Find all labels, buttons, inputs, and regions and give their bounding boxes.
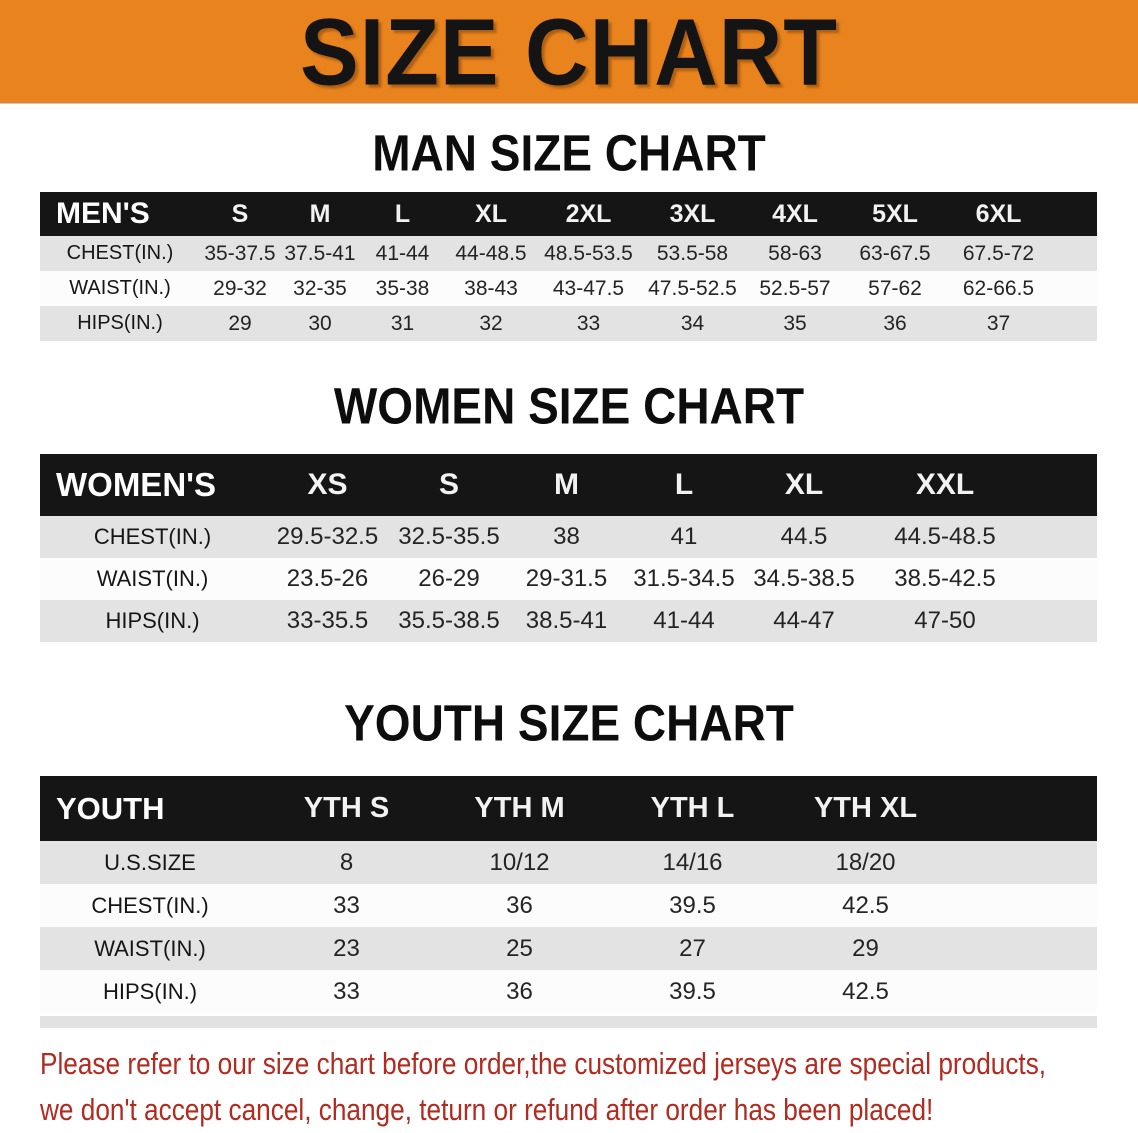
value-cell: 29.5-32.5	[276, 523, 379, 550]
value-cell: 37	[986, 311, 1011, 335]
women-group-label: WOMEN'S	[56, 466, 217, 503]
value-cell: 39.5	[669, 977, 716, 1005]
value-cell: 35	[783, 311, 807, 335]
men-size-col-s: S	[231, 199, 249, 228]
row-label-waist: WAIST(IN.)	[94, 935, 206, 961]
value-cell: 41-44	[375, 241, 430, 265]
row-label-chest: CHEST(IN.)	[93, 524, 212, 549]
men-group-label: MEN'S	[56, 197, 150, 230]
spacer-cell	[1052, 271, 1097, 306]
value-cell: 44-47	[773, 607, 835, 634]
spacer-cell	[1052, 192, 1097, 236]
value-cell: 23	[333, 934, 360, 962]
value-cell: 32.5-35.5	[398, 523, 500, 550]
women-size-table	[40, 454, 1097, 642]
value-cell: 38	[553, 523, 580, 550]
spacer-cell	[1025, 558, 1097, 600]
row-label-hips: HIPS(IN.)	[105, 608, 200, 633]
value-cell: 47.5-52.5	[648, 276, 737, 300]
women-size-col-xs: XS	[307, 468, 348, 501]
spacer-cell	[952, 927, 1097, 970]
spacer-cell	[952, 970, 1097, 1013]
value-cell: 29	[852, 934, 879, 962]
value-cell: 48.5-53.5	[544, 241, 633, 265]
value-cell: 47-50	[914, 607, 976, 634]
row-label-chest: CHEST(IN.)	[66, 242, 174, 264]
value-cell: 33	[333, 891, 360, 919]
spacer-cell	[1052, 236, 1097, 271]
women-chest-row	[40, 516, 1097, 558]
youth-chest-row	[40, 884, 1097, 927]
men-section-title: MAN SIZE CHART	[372, 124, 766, 182]
men-waist-row	[40, 271, 1097, 306]
youth-hips-row	[40, 970, 1097, 1013]
value-cell: 44.5	[780, 523, 828, 550]
men-size-col-xl: XL	[475, 199, 507, 228]
value-cell: 8	[339, 848, 354, 876]
spacer-cell	[952, 776, 1097, 841]
value-cell: 53.5-58	[656, 241, 729, 265]
spacer-cell	[1025, 600, 1097, 642]
value-cell: 58-63	[768, 241, 822, 265]
value-cell: 36	[883, 311, 907, 335]
value-cell: 35.5-38.5	[398, 607, 500, 634]
value-cell: 26-29	[418, 565, 480, 592]
value-cell: 33	[333, 977, 360, 1005]
value-cell: 33	[576, 311, 601, 335]
value-cell: 18/20	[835, 848, 896, 876]
value-cell: 14/16	[662, 848, 723, 876]
women-size-col-xxl: XXL	[915, 468, 975, 501]
value-cell: 33-35.5	[286, 607, 369, 634]
row-label-hips: HIPS(IN.)	[102, 978, 198, 1004]
spacer-cell	[952, 841, 1097, 884]
youth-section-title: YOUTH SIZE CHART	[344, 694, 794, 752]
value-cell: 23.5-26	[286, 565, 369, 592]
order-policy-line-1: Please refer to our size chart before order,the customized jerseys are special products,	[40, 1046, 1047, 1081]
value-cell: 25	[506, 934, 533, 962]
banner-title: SIZE CHART	[300, 0, 838, 105]
value-cell: 41	[670, 523, 698, 550]
value-cell: 34	[680, 311, 705, 335]
spacer-cell	[1025, 516, 1097, 558]
value-cell: 52.5-57	[759, 276, 831, 300]
youth-size-col-l: YTH L	[650, 792, 735, 824]
value-cell: 67.5-72	[962, 241, 1035, 265]
value-cell: 29-31.5	[525, 565, 608, 592]
men-size-col-2xl: 2XL	[565, 199, 612, 228]
women-section-title: WOMEN SIZE CHART	[333, 377, 805, 435]
value-cell: 35-37.5	[204, 241, 276, 265]
value-cell: 38.5-41	[525, 607, 608, 634]
youth-size-col-s: YTH S	[303, 792, 390, 824]
value-cell: 10/12	[489, 848, 550, 876]
men-table-header-row	[40, 192, 1097, 236]
value-cell: 32-35	[293, 276, 347, 300]
order-policy-line-2: we don't accept cancel, change, teturn or refund after order has been placed!	[40, 1092, 934, 1127]
value-cell: 43-47.5	[552, 276, 625, 300]
value-cell: 32	[479, 311, 503, 335]
value-cell: 38.5-42.5	[894, 565, 996, 592]
value-cell: 36	[506, 891, 533, 919]
youth-table-bottom-strip	[40, 1016, 1097, 1028]
value-cell: 37.5-41	[284, 241, 356, 265]
value-cell: 42.5	[842, 891, 889, 919]
row-label-waist: WAIST(IN.)	[96, 566, 209, 591]
youth-ussize-row	[40, 841, 1097, 884]
value-cell: 38-43	[464, 276, 518, 300]
row-label-waist: WAIST(IN.)	[69, 277, 171, 299]
value-cell: 31	[390, 311, 415, 335]
youth-size-col-xl: YTH XL	[813, 792, 918, 824]
men-size-col-4xl: 4XL	[772, 199, 818, 228]
spacer-cell	[1052, 306, 1097, 341]
women-size-col-s: S	[438, 468, 459, 501]
value-cell: 44-48.5	[455, 241, 527, 265]
youth-table-header-row	[40, 776, 1097, 841]
value-cell: 29-32	[213, 276, 267, 300]
value-cell: 63-67.5	[859, 241, 931, 265]
women-table-header-row	[40, 454, 1097, 516]
value-cell: 31.5-34.5	[633, 565, 735, 592]
youth-size-col-m: YTH M	[474, 792, 565, 824]
men-size-col-3xl: 3XL	[669, 199, 716, 228]
women-waist-row	[40, 558, 1097, 600]
value-cell: 39.5	[669, 891, 716, 919]
spacer-cell	[1025, 454, 1097, 516]
men-size-col-l: L	[394, 199, 411, 228]
youth-group-label: YOUTH	[56, 790, 165, 826]
women-size-col-l: L	[674, 468, 694, 501]
value-cell: 36	[506, 977, 533, 1005]
men-chest-row	[40, 236, 1097, 271]
men-size-col-6xl: 6XL	[975, 199, 1022, 228]
value-cell: 57-62	[868, 276, 922, 300]
women-size-col-m: M	[554, 468, 579, 501]
row-label-chest: CHEST(IN.)	[91, 892, 209, 918]
value-cell: 35-38	[375, 276, 430, 300]
row-label-ussize: U.S.SIZE	[104, 849, 196, 875]
order-policy-note	[40, 1041, 1047, 1133]
value-cell: 62-66.5	[962, 276, 1035, 300]
women-hips-row	[40, 600, 1097, 642]
men-size-col-m: M	[309, 199, 331, 228]
men-hips-row	[40, 306, 1097, 341]
value-cell: 27	[679, 934, 706, 962]
youth-waist-row	[40, 927, 1097, 970]
value-cell: 44.5-48.5	[894, 523, 996, 550]
spacer-cell	[952, 884, 1097, 927]
row-label-hips: HIPS(IN.)	[77, 312, 163, 334]
men-size-table	[40, 192, 1097, 341]
value-cell: 30	[308, 311, 332, 335]
men-size-col-5xl: 5XL	[872, 199, 918, 228]
youth-size-table	[40, 776, 1097, 1013]
value-cell: 34.5-38.5	[753, 565, 855, 592]
value-cell: 41-44	[653, 607, 715, 634]
value-cell: 42.5	[842, 977, 889, 1005]
women-size-col-xl: XL	[784, 468, 824, 501]
value-cell: 29	[228, 311, 252, 335]
size-chart-banner	[0, 0, 1138, 104]
